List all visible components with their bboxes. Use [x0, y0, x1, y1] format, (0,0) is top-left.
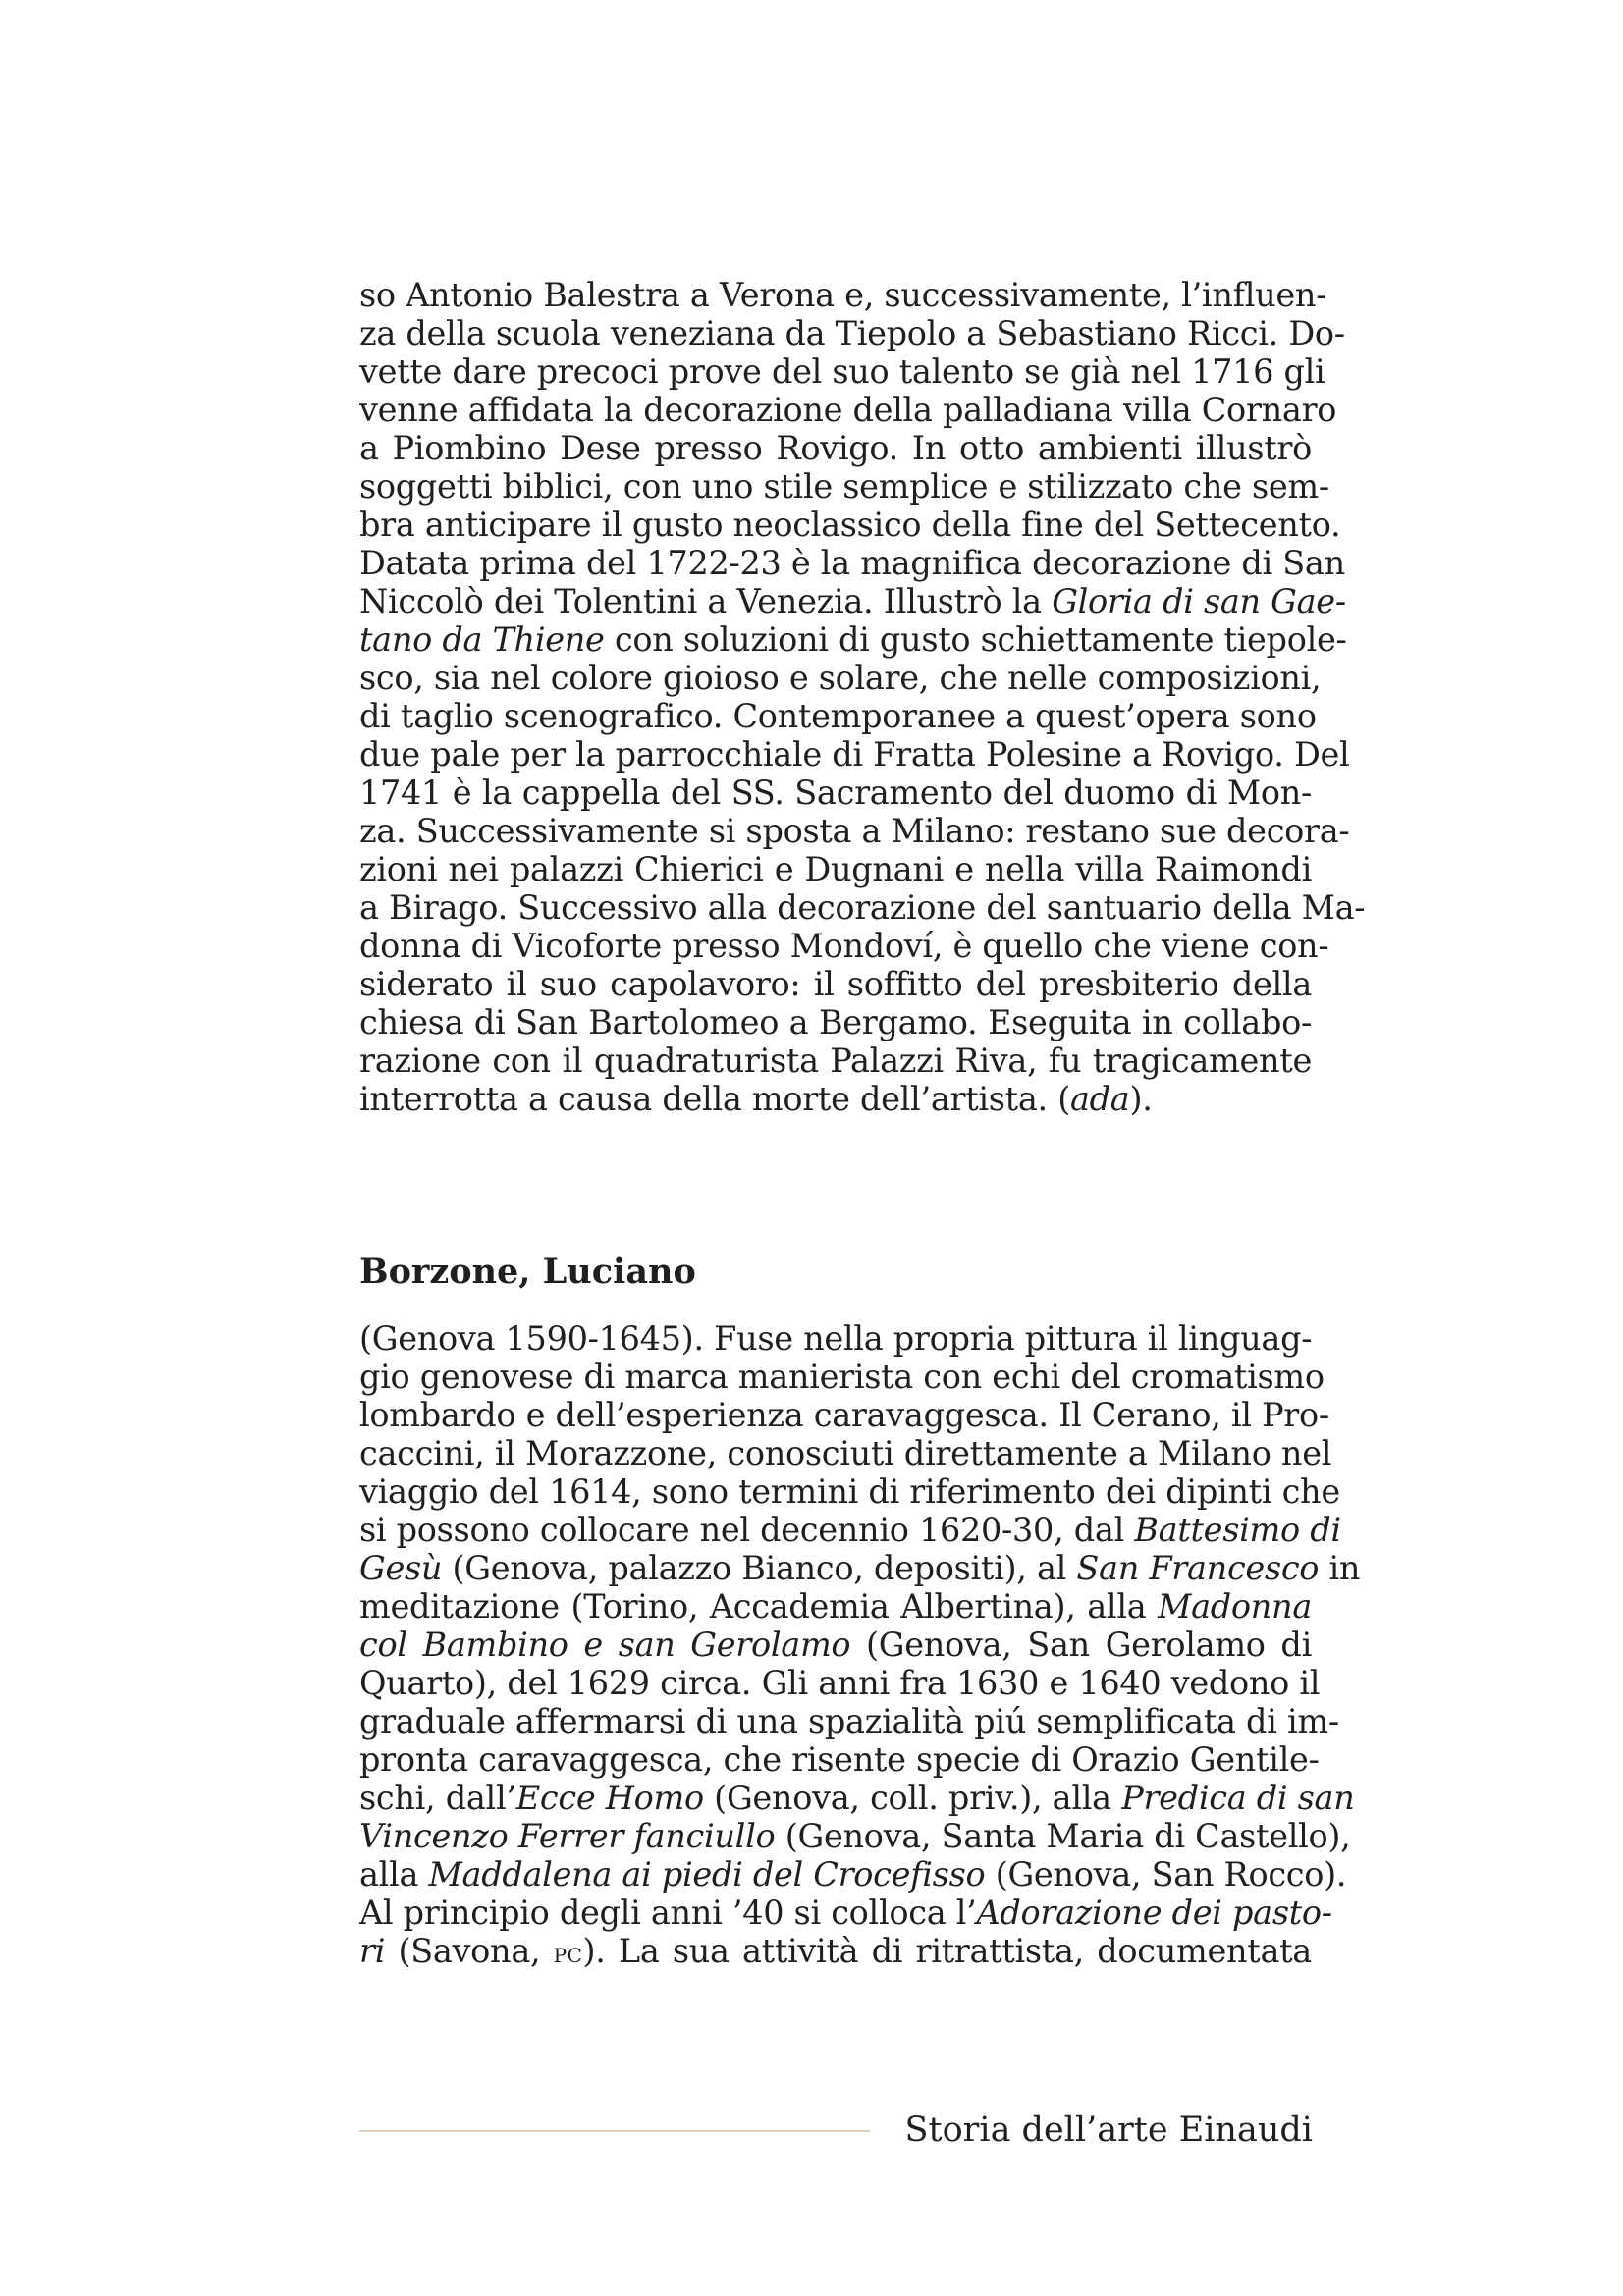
italic-title: tano da Thiene [359, 620, 605, 659]
text-segment: Niccolò dei Tolentini a Venezia. Illustrò la [359, 582, 1053, 620]
text-segment: vette dare precoci prove del suo talento se già nel 1716 gli [359, 352, 1325, 391]
text-line [359, 888, 1366, 927]
text-segment: pronta caravaggesca, che risente specie di Orazio Gentile- [359, 1740, 1320, 1779]
text-segment: meditazione (Torino, Accademia Albertina), alla [359, 1587, 1159, 1626]
text-line [359, 735, 1350, 774]
text-line [359, 506, 1341, 544]
entry-body [359, 1319, 1361, 1970]
text-segment: gio genovese di marca manierista con echi del cromatismo [359, 1358, 1325, 1396]
small-caps-abbreviation: pc [553, 1937, 583, 1969]
text-segment: (Genova, palazzo Bianco, depositi), al [442, 1549, 1077, 1587]
text-line [359, 1626, 1312, 1664]
text-line [359, 1702, 1339, 1740]
text-segment: due pale per la parrocchiale di Fratta Polesine a Rovigo. Del [359, 735, 1350, 774]
text-segment: a Piombino Dese presso Rovigo. In otto ambienti illustrò [359, 429, 1312, 467]
text-line [359, 544, 1345, 582]
text-segment: sco, sia nel colore gioioso e solare, che nelle composizioni, [359, 659, 1322, 697]
text-segment: bra anticipare il gusto neoclassico della fine del Settecento. [359, 506, 1341, 544]
text-line [359, 1817, 1351, 1855]
italic-title: Madonna [1158, 1587, 1312, 1626]
text-line [359, 1740, 1320, 1779]
text-segment: a Birago. Successivo alla decorazione del santuario della Ma- [359, 888, 1366, 927]
text-segment: chiesa di San Bartolomeo a Bergamo. Eseguita in collabo- [359, 1003, 1312, 1041]
text-line [359, 276, 1327, 314]
text-line [359, 1587, 1312, 1626]
text-segment: (Genova, San Rocco). [985, 1855, 1347, 1894]
text-line [359, 1434, 1332, 1472]
text-line [359, 965, 1312, 1003]
text-line [359, 352, 1325, 391]
text-segment: Quarto), del 1629 circa. Gli anni fra 1630 e 1640 vedono il [359, 1664, 1321, 1702]
text-line [359, 429, 1312, 467]
italic-title: Battesimo di [1134, 1511, 1341, 1549]
text-line [359, 850, 1312, 888]
text-segment: (Genova, San Gerolamo di [850, 1626, 1312, 1664]
italic-title: Adorazione dei pasto- [976, 1894, 1332, 1932]
text-line [359, 774, 1312, 812]
text-line [359, 812, 1350, 850]
entry-heading: Borzone, Luciano [359, 1252, 696, 1292]
text-segment: so Antonio Balestra a Verona e, successivamente, l’influen- [359, 276, 1327, 314]
italic-title: Vincenzo Ferrer fanciullo [359, 1817, 776, 1855]
text-segment: alla [359, 1855, 429, 1894]
text-line [359, 1855, 1347, 1894]
text-segment: razione con il quadraturista Palazzi Riva, fu tragicamente [359, 1041, 1312, 1080]
text-line [359, 314, 1345, 352]
text-line [359, 1549, 1361, 1587]
italic-title: ri [359, 1932, 386, 1970]
text-line [359, 697, 1317, 735]
text-line [359, 1041, 1312, 1080]
text-segment: soggetti biblici, con uno stile semplice e stilizzato che sem- [359, 467, 1329, 506]
text-line [359, 659, 1322, 697]
text-segment: Datata prima del 1722-23 è la magnifica decorazione di San [359, 544, 1345, 582]
text-segment: lombardo e dell’esperienza caravaggesca. Il Cerano, il Pro- [359, 1396, 1329, 1434]
text-segment: in [1319, 1549, 1361, 1587]
text-line [359, 1358, 1325, 1396]
italic-title: Ecce Homo [515, 1779, 704, 1817]
text-line [359, 1511, 1341, 1549]
italic-title: col Bambino e san Gerolamo [359, 1626, 851, 1664]
text-segment: caccini, il Morazzone, conosciuti direttamente a Milano nel [359, 1434, 1332, 1472]
italic-title: Gloria di san Gae- [1052, 582, 1346, 620]
text-segment: venne affidata la decorazione della palladiana villa Cornaro [359, 391, 1337, 429]
italic-title: Predica di san [1121, 1779, 1355, 1817]
text-line [359, 1932, 1312, 1970]
text-segment: con soluzioni di gusto schiettamente tiepole- [604, 620, 1347, 659]
italic-title: San Francesco [1076, 1549, 1320, 1587]
text-segment: si possono collocare nel decennio 1620-30, dal [359, 1511, 1135, 1549]
text-segment: Al principio degli anni ’40 si colloca l’ [359, 1894, 977, 1932]
text-segment: schi, dall’ [359, 1779, 516, 1817]
text-line [359, 582, 1346, 620]
text-line [359, 927, 1329, 965]
entry-continuation-body [359, 276, 1366, 1118]
text-segment: (Savona, [385, 1932, 554, 1970]
text-segment: graduale affermarsi di una spazialità piú semplificata di im- [359, 1702, 1339, 1740]
text-line [359, 1080, 1312, 1118]
text-segment: 1741 è la cappella del SS. Sacramento del duomo di Mon- [359, 774, 1312, 812]
italic-title: Maddalena ai piedi del Crocefisso [428, 1855, 986, 1894]
text-line [359, 391, 1337, 429]
text-segment: ). La sua attività di ritrattista, documentata [582, 1932, 1312, 1970]
text-segment: donna di Vicoforte presso Mondoví, è quello che viene con- [359, 927, 1329, 965]
text-segment: zioni nei palazzi Chierici e Dugnani e nella villa Raimondi [359, 850, 1312, 888]
text-line [359, 1472, 1340, 1511]
footer-title: Storia dell’arte Einaudi [904, 2110, 1313, 2150]
text-segment: za. Successivamente si sposta a Milano: restano sue decora- [359, 812, 1350, 850]
text-segment: siderato il suo capolavoro: il soffitto del presbiterio della [359, 965, 1312, 1003]
text-segment: (Genova, coll. priv.), alla [703, 1779, 1122, 1817]
text-segment: interrotta a causa della morte dell’artista. ( [359, 1080, 1070, 1118]
text-line [359, 1779, 1355, 1817]
text-segment: viaggio del 1614, sono termini di riferimento dei dipinti che [359, 1472, 1340, 1511]
text-segment: ). [1129, 1080, 1153, 1118]
text-line [359, 1664, 1321, 1702]
italic-title: ada [1069, 1080, 1130, 1118]
text-line [359, 467, 1329, 506]
text-line [359, 1396, 1329, 1434]
text-line [359, 1003, 1312, 1041]
italic-title: Gesù [359, 1549, 443, 1587]
text-line [359, 1319, 1312, 1358]
footer-rule [359, 2130, 870, 2132]
text-line [359, 1894, 1332, 1932]
text-segment: za della scuola veneziana da Tiepolo a Sebastiano Ricci. Do- [359, 314, 1345, 352]
text-segment: (Genova 1590-1645). Fuse nella propria pittura il linguag- [359, 1319, 1313, 1358]
text-segment: (Genova, Santa Maria di Castello), [775, 1817, 1351, 1855]
text-segment: di taglio scenografico. Contemporanee a quest’opera sono [359, 697, 1317, 735]
text-line [359, 620, 1347, 659]
